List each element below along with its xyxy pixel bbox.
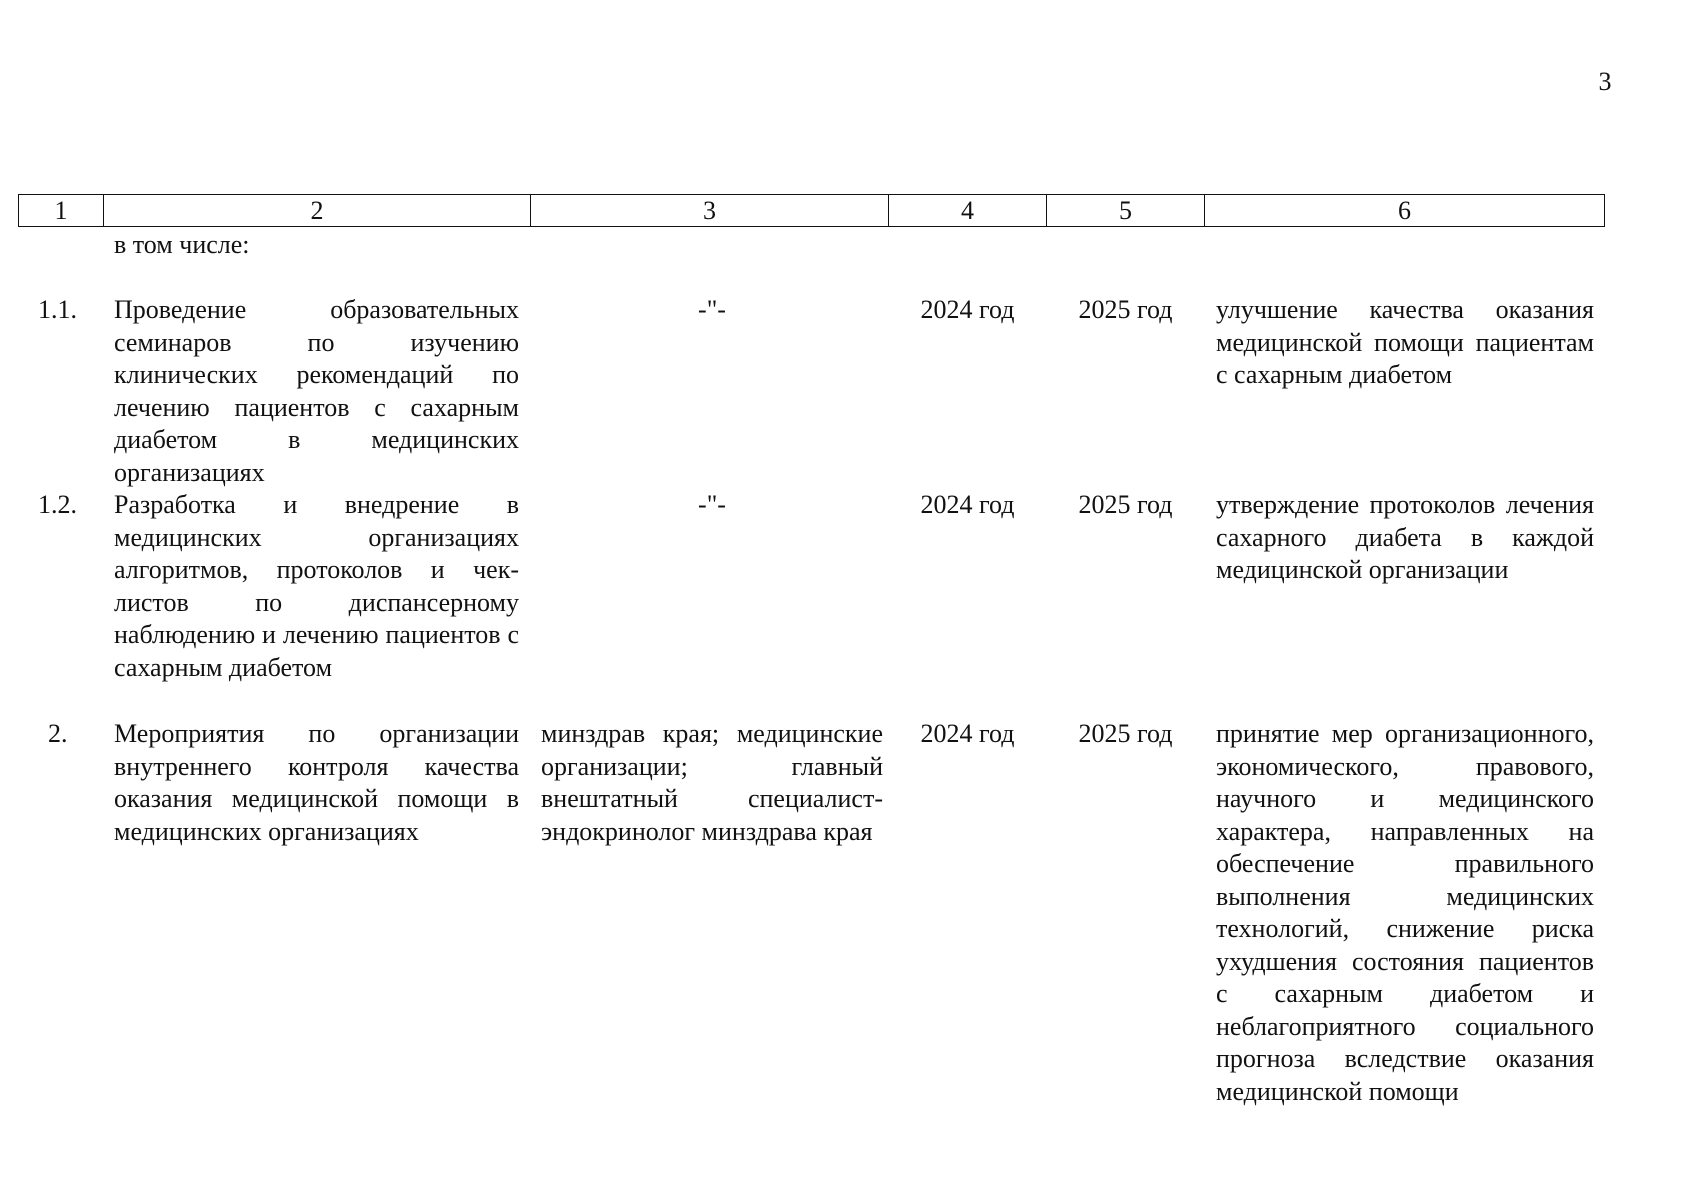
row-number: 2. <box>48 719 68 748</box>
header-col-4: 4 <box>889 195 1047 227</box>
row-number: 1.1. <box>38 295 77 324</box>
row-end-year: 2025 год <box>1078 490 1173 519</box>
row-responsible: -"- <box>698 295 726 324</box>
column-number-header <box>18 194 1605 227</box>
intro-text: в том числе: <box>114 230 250 259</box>
row-end-year: 2025 год <box>1078 295 1173 324</box>
row-result: принятие мер организационного, экономического, правового, научного и медицинского характера, направленных на обеспечение правильного выполнения медицинских технологий, снижение риска ухудшения состояния пациентов с сахарным диабетом и неблагоприятного социального прогноза вследствие оказания медицинской помощи <box>1216 719 1594 1106</box>
header-col-6: 6 <box>1205 195 1605 227</box>
row-start-year: 2024 год <box>920 719 1015 748</box>
row-result: улучшение качества оказания медицинской помощи пациентам с сахарным диабетом <box>1216 295 1594 389</box>
row-responsible: -"- <box>698 490 726 519</box>
row-responsible: минздрав края; медицинские организации; главный внештатный специалист-эндокринолог минздрава края <box>541 719 883 846</box>
row-end-year: 2025 год <box>1078 719 1173 748</box>
header-col-2: 2 <box>104 195 531 227</box>
row-description: Мероприятия по организации внутреннего контроля качества оказания медицинской помощи в медицинских организациях <box>114 719 519 846</box>
row-description: Разработка и внедрение в медицинских организациях алгоритмов, протоколов и чек-листов по диспансерному наблюдению и лечению пациентов с сахарным диабетом <box>114 490 519 682</box>
header-col-1: 1 <box>19 195 104 227</box>
row-start-year: 2024 год <box>920 490 1015 519</box>
page-number: 3 <box>1598 67 1612 96</box>
row-result: утверждение протоколов лечения сахарного диабета в каждой медицинской организации <box>1216 490 1594 584</box>
row-start-year: 2024 год <box>920 295 1015 324</box>
header-row <box>19 195 1605 227</box>
header-col-3: 3 <box>531 195 889 227</box>
row-description: Проведение образовательных семинаров по изучению клинических рекомендаций по лечению пациентов с сахарным диабетом в медицинских организациях <box>114 295 519 487</box>
header-col-5: 5 <box>1047 195 1205 227</box>
row-number: 1.2. <box>38 490 77 519</box>
